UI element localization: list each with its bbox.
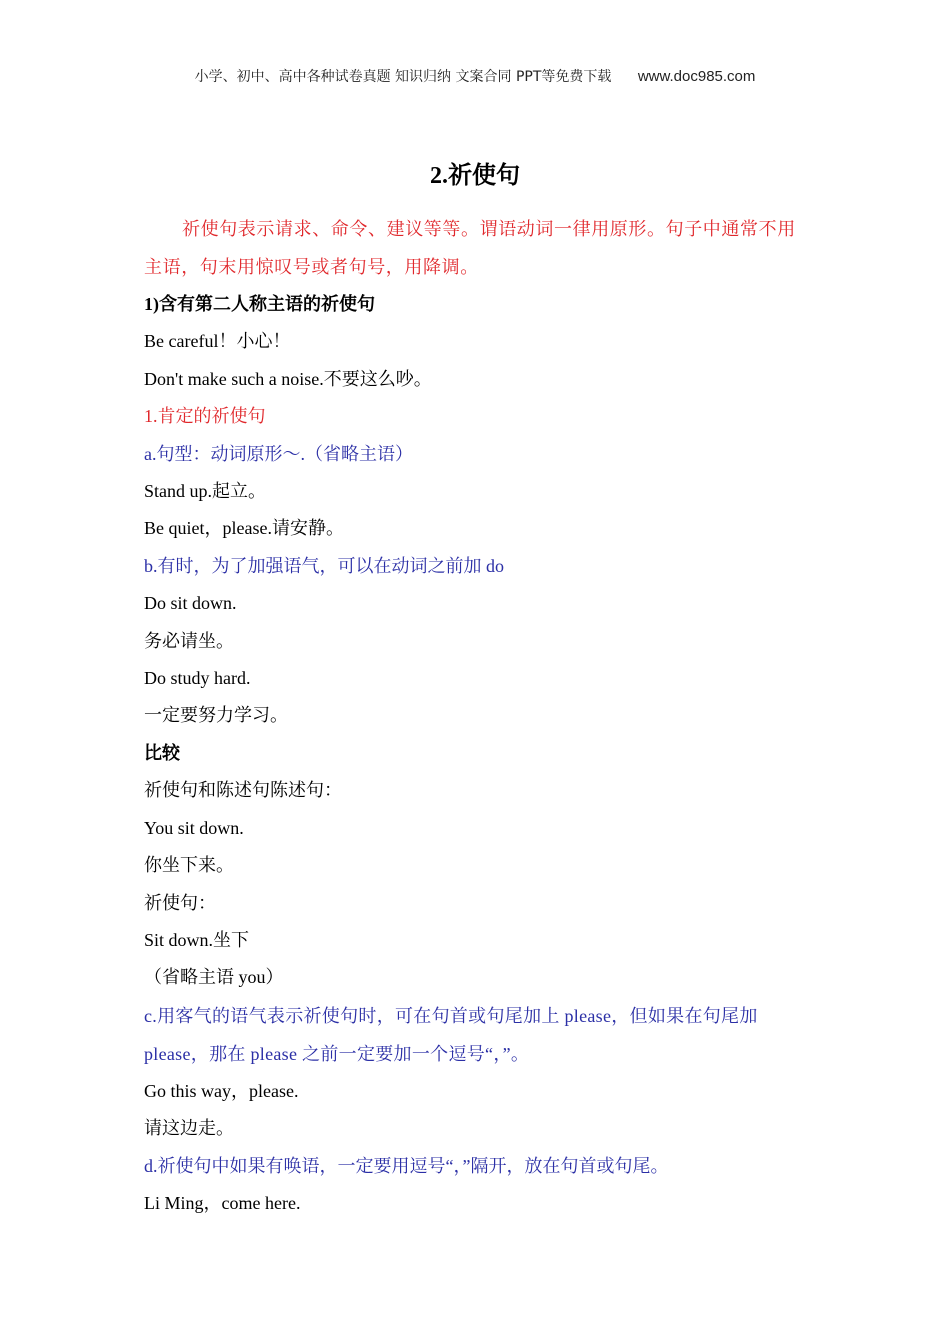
document-body <box>144 210 804 1222</box>
header-site-link[interactable]: www.doc985.com <box>637 68 756 85</box>
example-line: 祈使句： <box>144 892 216 913</box>
intro-paragraph: 祈使句表示请求、命令、建议等等。谓语动词一律用原形。句子中通常不用主语，句末用惊叹号或者句号，用降调。 <box>144 219 796 277</box>
page-header <box>0 66 950 86</box>
document-title: 2.祈使句 <box>430 163 520 189</box>
example-line: Li Ming，come here. <box>144 1192 301 1213</box>
example-line: Be careful！小心！ <box>144 331 291 352</box>
example-line: 务必请坐。 <box>144 630 234 651</box>
example-line: 祈使句和陈述句陈述句： <box>144 780 342 801</box>
rule-line: b.有时，为了加强语气，可以在动词之前加 do <box>144 555 504 576</box>
example-line: Be quiet，please.请安静。 <box>144 518 344 539</box>
rule-paragraph: c.用客气的语气表示祈使句时，可在句首或句尾加上 please，但如果在句尾加please，那在 please 之前一定要加一个逗号“，”。 <box>144 1005 758 1064</box>
rule-line: d.祈使句中如果有唤语，一定要用逗号“，”隔开，放在句首或句尾。 <box>144 1155 669 1176</box>
rule-line: a.句型：动词原形～.（省略主语） <box>144 443 413 464</box>
example-line: Sit down.坐下 <box>144 929 250 950</box>
example-line: Stand up.起立。 <box>144 481 267 502</box>
example-line: Do sit down. <box>144 593 237 614</box>
example-line: Do study hard. <box>144 668 251 689</box>
section-heading: 1)含有第二人称主语的祈使句 <box>144 294 375 314</box>
subsection-heading: 1.肯定的祈使句 <box>144 406 266 427</box>
example-line: Go this way，please. <box>144 1080 299 1101</box>
example-line: Don't make such a noise.不要这么吵。 <box>144 368 432 389</box>
header-text: 小学、初中、高中各种试卷真题 知识归纳 文案合同 PPT等免费下载 <box>194 69 612 85</box>
example-line: 你坐下来。 <box>144 855 234 876</box>
example-line: 请这边走。 <box>144 1118 234 1139</box>
example-line: You sit down. <box>144 817 244 838</box>
example-line: 一定要努力学习。 <box>144 705 288 726</box>
example-line: （省略主语 you） <box>144 967 284 988</box>
comparison-heading: 比较 <box>144 742 180 763</box>
